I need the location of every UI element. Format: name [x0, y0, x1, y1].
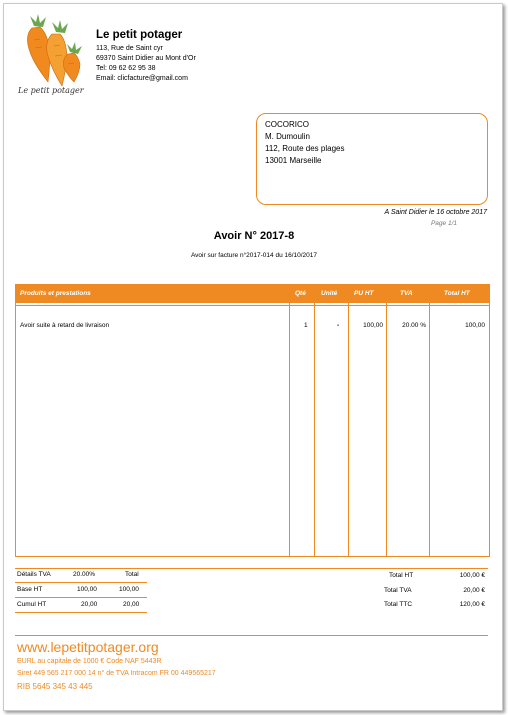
column-header-unit: Unité	[321, 290, 338, 297]
total-ht-value: 100,00 €	[459, 572, 485, 579]
row-vat: 20.00 %	[402, 322, 426, 329]
document-title: Avoir N° 2017-8	[213, 230, 295, 242]
vat-rate: 20.00%	[73, 571, 96, 578]
footer-website: www.lepetitpotager.org	[17, 639, 159, 655]
company-name: Le petit potager	[96, 29, 183, 41]
vat-details-label: Détails TVA	[17, 571, 51, 578]
logo-text: Le petit potager	[18, 86, 84, 95]
header-divider	[16, 305, 489, 306]
client-contact: M. Dumoulin	[265, 132, 310, 141]
total-ht-label: Total HT	[389, 572, 414, 579]
footer-legal-line1: EURL au capitale de 1000 € Code NAF 5443R	[17, 658, 162, 665]
base-ht-value: 100,00	[77, 586, 97, 593]
company-tel: Tel: 09 62 62 95 38	[96, 65, 156, 72]
client-name: COCORICO	[265, 120, 309, 129]
cumul-ht-label: Cumul HT	[17, 601, 47, 608]
base-ht-total: 100,00	[119, 586, 139, 593]
total-ttc-value: 120,00 €	[459, 601, 485, 608]
base-ht-label: Base HT	[17, 586, 43, 593]
column-divider	[289, 285, 290, 556]
company-address-line2: 69370 Saint Didier au Mont d'Or	[96, 55, 196, 62]
vat-summary-header-row	[15, 568, 147, 583]
row-unit-price: 100,00	[363, 322, 383, 329]
document-date: A Saint Didier le 16 octobre 2017	[384, 209, 487, 216]
company-email: Email: clicfacture@gmail.com	[96, 75, 188, 82]
total-tva-value: 20,00 €	[463, 587, 485, 594]
column-header-vat: TVA	[400, 290, 413, 297]
column-header-unit-price: PU HT	[354, 290, 374, 297]
footer-divider	[15, 635, 488, 636]
document-subtitle: Avoir sur facture n°2017-014 du 16/10/2017	[190, 252, 318, 259]
client-city: 13001 Marseille	[265, 156, 322, 165]
row-unit: -	[337, 322, 340, 329]
vat-total-header: Total	[125, 571, 139, 578]
row-description: Avoir suite à retard de livraison	[20, 322, 110, 329]
row-qty: 1	[304, 322, 308, 329]
total-tva-label: Total TVA	[384, 587, 412, 594]
vat-cumul-row	[15, 598, 147, 613]
column-header-qty: Qté	[295, 290, 306, 297]
cumul-ht-value: 20,00	[81, 601, 98, 608]
vat-base-row	[15, 583, 147, 598]
footer-legal-line2: Siret 449 565 217 000 14 n° de TVA Intracom FR 00 449565217	[17, 670, 216, 677]
column-divider	[314, 285, 315, 556]
client-street: 112, Route des plages	[265, 144, 345, 153]
cumul-ht-total: 20,00	[123, 601, 140, 608]
row-total: 100,00	[465, 322, 485, 329]
footer-bank-line: RIB 5645 345 43 445	[17, 682, 93, 691]
company-address-line1: 113, Rue de Saint cyr	[96, 45, 163, 52]
column-header-total: Total HT	[444, 290, 470, 297]
column-header-description: Produits et prestations	[20, 290, 91, 297]
items-table	[15, 284, 490, 557]
total-ttc-label: Total TTC	[384, 601, 413, 608]
page-number: Page 1/1	[430, 220, 457, 227]
